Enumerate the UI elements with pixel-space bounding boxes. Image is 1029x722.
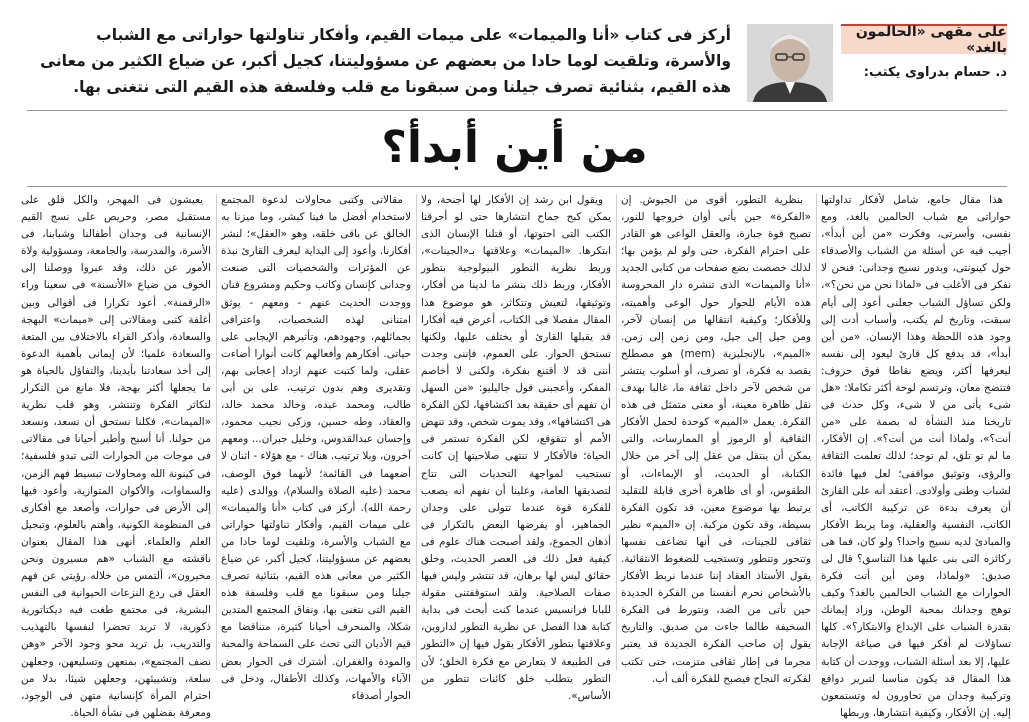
column-text: ويقول ابن رشد إن الأفكار لها أجنحة، ولا يمكن كبح جماح انتشارها حتى لو أحرقنا الكتب التى احتوتها، أو قتلنا الإنسان الذى ابتكرها. «الميمات» وعلاقتها بـ«الجينات»، وربط نظرية التطور البيولوجية بتطور الأفكار، وربط ذلك بنشر ما لدينا من أفكار، وتوثيقها، لتعيش وتتكاثر، هو موضوع هذا المقال مفصلا فى الكتاب، أعرض فيه أفكارا قد يقبلها القارئ أو يختلف عليها، ولكنها تستحق الحوار. على العموم، فإننى وجدت أننى قد لا أقتنع بفكرة، ولكنى لا أخاصم المفكر، وأعجبنى قول جاليليو: «من السهل أن تفهم أى حقيقة بعد اكتشافها، لكن الفكرة هى اكتشافها»، وقد يموت شخص، وقد تنهض الأمم أو تتقوقع، لكن الفكرة تستمر فى الحياة؛ فالأفكار لا تنتهى صلاحيتها إن كانت تستجيب لمواجهة التحديات التى تتاح لتصديقها العامة، وعلينا أن نفهم أنه يصعب للفكرة قوة عندما تتولى على وجدان الجماهير، أو يفرضها البعض بالتكرار فى أذهان الجموع، ولقد أصبحت هناك علوم فى كيفية فعل ذلك فى العصر الحديث، وخلق حقائق ليس لها برهان، قد تنتشر وليس فيها صفات الصلاحية. ولقد استوقفتنى مقولة للبابا فرانسيس عندما كنت أبحث فى بداية كتابة هذا الفصل عن نظرية التطور لداروين، وعلاقتها بتطور الأفكار يقول فيها إن «التطور فى الطبيعة لا يتعارض مع فكرة الخلق؛ لأن التطور يتطلب خلق كائنات تتطور من الأساس».	[421, 194, 611, 702]
author-portrait-icon	[747, 24, 833, 102]
column-text: هذا مقال جامع، شامل لأفكار تداولتها حواراتى مع شباب الحالمين بالغد، ومع نفسى، وأسرتى، وفكرت «من أين أبدأ»، أجيب فيه عن أسئلة من الشباب والأصدقاء حول كينونتى، وبدور نسيج وجدانى: فنحن لا نفكر فى الأغلب فى «لماذا نحن من نحن؟»، ولكن تساؤل الشباب جعلنى أعود إلى أيام سبقت، وتاريخ لم يكتب، وأسباب أدت إلى وجود هذه اللحظة وهذا الإنسان. «من أين أبدأ»، قد يدفع كل قارئ ليعود إلى نفسه ليعرفها أكثر، ويضع نقاطا فوق حروف: فتتضح معان، وترتسم لوحة أكثر تكاملا: «هل شىء يأتى من لا شىء، وكل حدث فى تاريخنا منذ النشأة له بصمة على «من أنت؟»، ولماذا أنت من أنت؟». إن الأفكار، ما لم تو تلق، لم توجد؛ لذلك تعلمت الثقافة والرؤى، وتوثيق مواقفى؛ لعل فيها فائدة لشباب وطنى وأولادى. أعتقد أنه على القارئ أن يعرف بدءة عن تركيبة الكاتب، أى الكاتب، النفسية والعقلية، وما يربط الأفكار والمبادئ لديه نسيج واحدا؟ ولو كان، فما هى ركائزه التى بنى عليها هذا التناسق؟ قال لى صديق: «ولماذا، ومن أين أتت فكرة الحوارات مع الشباب الحالمين بالغد؟ وكيف توهج وجدانك بمحبة الوطن، وزاد إيمانك بقدرة الشباب على الإبداع والابتكار؟». كلها تساؤلات لم أفكر فيها فى صياغة الإجابة عليها، إلا بعد أسئلة الشباب، ووجدت أن كتابة هذا المقال قد يكون مناسبا لتبرير دوافع وتركيبة وجدان من تحاورون له وتستمعون إليه. إن الأفكار، وكيفية انتشارها، وربطها	[821, 194, 1011, 719]
column-divider	[216, 194, 217, 670]
column-divider	[816, 194, 817, 670]
top-divider	[27, 110, 1007, 111]
headline-divider	[27, 186, 1007, 187]
column-kicker: على مقهى «الحالمون بالغد»	[841, 24, 1007, 54]
column-divider	[616, 194, 617, 670]
author-photo	[747, 24, 833, 102]
article-column-2	[621, 192, 811, 685]
article-column-5	[21, 192, 211, 719]
article-headline: من أين أبدأ؟	[381, 122, 648, 173]
article-column-1	[821, 192, 1011, 719]
article-column-3	[421, 192, 611, 702]
column-text: يعيشون فى المهجر، والكل قلق على مستقبل مصر، وحريص على نسج القيم الإنسانية فى وجدان أطفالنا وشبابنا، فى الأسرة، والمدرسة، والجامعة، ومسؤولية ولاة الأمور عن ذلك، وقد عبروا ووصلنا إلى الخوف من ضياع «الأنسنة» فى سعينا وراء «الرقمنة». أعود تكرارا فى أقوالى وبين أغلفة كتبى ومقالاتى إلى «ميمات» البهجة والسعادة، وأذكر القراء بالاختلاف بين المتعة والسعادة علميا؛ لأن إيمانى بأهمية الدعوة إلى أخذ سعادتنا بأيدينا، والتفاؤل بالحياة هو ما يجعلها أكثر بهجة، فلا مانع من التكرار لتكاثر الفكرة وتنتشر، وهو قلب نظرية «الميمات»، فكلنا نستحق أن نسعد، ونسعد من حولنا. أنا أسبح وأطير أحيانا فى مقالاتى فى موجات من الحوارات التى تبدو فلسفية؛ فى كينونة الله ومحاولات تبسيط فهم الزمن، والسماوات، والأكوان المتوازية، وأعود فيها إلى الأرض فى حوارات، وأصعد مع أفكارى فى المنظومة الكونية، وأهتم بالعلوم، وتبجيل العلم والعلماء. أنهى هذا المقال بعنوان ناقشته مع الشباب «هم مسيرون ونحن مخيرون»، ألتمس من خلاله رؤيتى عن فهم العقل فى ردع النزعات الحيوانية فى النفس البشرية، فى مجتمع طغت فيه ديكتاتورية ذكورية، لا تريد تحضرا لنفسها بالتهذيب والتدريب، بل تريد محو وجود الآخر «وهن نصف المجتمع»، بمنعهن وتسليعهن، وجعلهن سلعة، وتشييئهن، وجعلهن شيئا، بدلا من احترام المرأة كإنسانية متهن فى الوجود، ومعرفة بفضلهن فى نشأة الحياة.	[21, 194, 211, 719]
author-byline: د. حسام بدراوى يكتب:	[863, 65, 1007, 80]
column-text: مقالاتى وكتبى محاولات لدعوة المجتمع لاستخدام أفضل ما فينا كبشر، وما ميزنا به الخالق عن باقى خلقه، وهو «العقل»؛ لنشر أفكارنا. وأعود إلى البداية ليعرف القارئ نبذة عن المؤثرات والشخصيات التى صنعت وجدانى كإنسان وكاتب وحكيم ومشروع فنان ووجدت الحديث عنهم - ومعهم - يوثق امتنانى لهذه الشخصيات، واعترافى بجمائلهم، وجهودهم، وتأثيرهم الإيجابى على حياتى. أفكارهم وأفعالهم كانت أنوارا أضاءت عقلى، ولما كتبت عنهم ازداد إعجابى بهم، وتقديرى وهم بدون ترتيب، على بن أبى طالب، ومحمد عبده، وخالد محمد خالد، والعقاد، وطه حسين، وزكى نجيب محمود، وإحسان عبدالقدوس، وخليل جبران... ومعهم آخرون، وبلا ترتيب. هناك - مع هؤلاء - اثنان لا أضعهما فى القائمة؛ لأنهما فوق الوصف، محمد (عليه الصلاة والسلام)، ووالدى (عليه رحمة الله). أركز فى كتاب «أنا والميمات» على ميمات القيم، وأفكار تناولتها حواراتى مع الشباب والأسرة، وتلقيت لوما حادا من بعضهم عن مسؤوليتنا، كجيل أكبر، عن ضياع الكثير من معانى هذه القيم، بثنائية تصرف جيلنا ومن سبقونا مع قلب وفلسفة هذه القيم التى نتغنى بها، ونفاق المجتمع المتدين شكلا، والمنحرف أحيانا كثيرة، متناقضا مع قيم الأديان التى تحث على السماحة والمحبة والمودة والغفران. أشترك فى الحوار بعض الآباء والأمهات، وكذلك الأطفال، ودخل فى الحوار أصدقاء	[221, 194, 411, 702]
column-divider	[416, 194, 417, 670]
article-column-4	[221, 192, 411, 702]
column-text: بنظرية التطور، أقوى من الجيوش. إن «الفكرة» حين يأتى أوان خروجها للنور، تصبح قوة جبارة، والعقل الواعى هو القادر على احترام الفكرة، حتى ولو لم يؤمن بها؛ لذلك خصصت بضع صفحات من كتابى الجديد «أنا والميمات» الذى تنشره دار المحروسة هذه الأيام للحوار حول الوعى وأهميته، وللأفكار؛ وكيفية انتقالها من إنسان لآخر، ومن جيل إلى جيل، ومن زمن إلى زمن. «الميم»، بالإنجليزية (mem) هو مصطلح يقصد به فكرة، أو تصرف، أو أسلوب ينتشر من شخص لآخر داخل ثقافة ما، غالبا بهدف نقل ظاهرة معينة، أو معنى متمثل فى هذه الفكرة. يعمل «الميم» كوحدة لحمل الأفكار الثقافية أو الرموز أو الممارسات، والتى يمكن أن ينتقل من عقل إلى آخر من خلال الكتابة، أو الحديث، أو الإيماءات، أو الطقوس، أو أى ظاهرة أخرى قابلة للتقليد يرتبط بها موضوع معين، قد تكون الفكرة بسيطة، وقد تكون مركبة. إن «الميم» نظير ثقافى للجينات، فى أنها تضاعف نفسها وتتحور وتتطور وتستجيب للضغوط الانتقائية. يقول الأستاذ العقاد إننا عندما نربط الأفكار بالأشخاص نحرم أنفسنا من الفكرة الجديدة حين تأتى من الضد، ونتورط فى الفكرة السخيفة طالما جاءت من صديق. والتاريخ يقول إن صاحب الفكرة الجديدة قد يعتبر مجرما فى إطار ثقافى متزمت، حتى تكتب لفكرته النجاح فيصبح للفكرة ألف أب.	[621, 194, 811, 685]
article-intro: أركز فى كتاب «أنا والميمات» على ميمات القيم، وأفكار تناولتها حواراتى مع الشباب والأسرة، وتلقيت لوما حادا من بعضهم عن مسؤوليتنا، كجيل أكبر، عن ضياع الكثير من معانى هذه القيم، بثنائية تصرف جيلنا ومن سبقونا مع قلب وفلسفة هذه القيم التى نتغنى بها.	[40, 26, 731, 96]
